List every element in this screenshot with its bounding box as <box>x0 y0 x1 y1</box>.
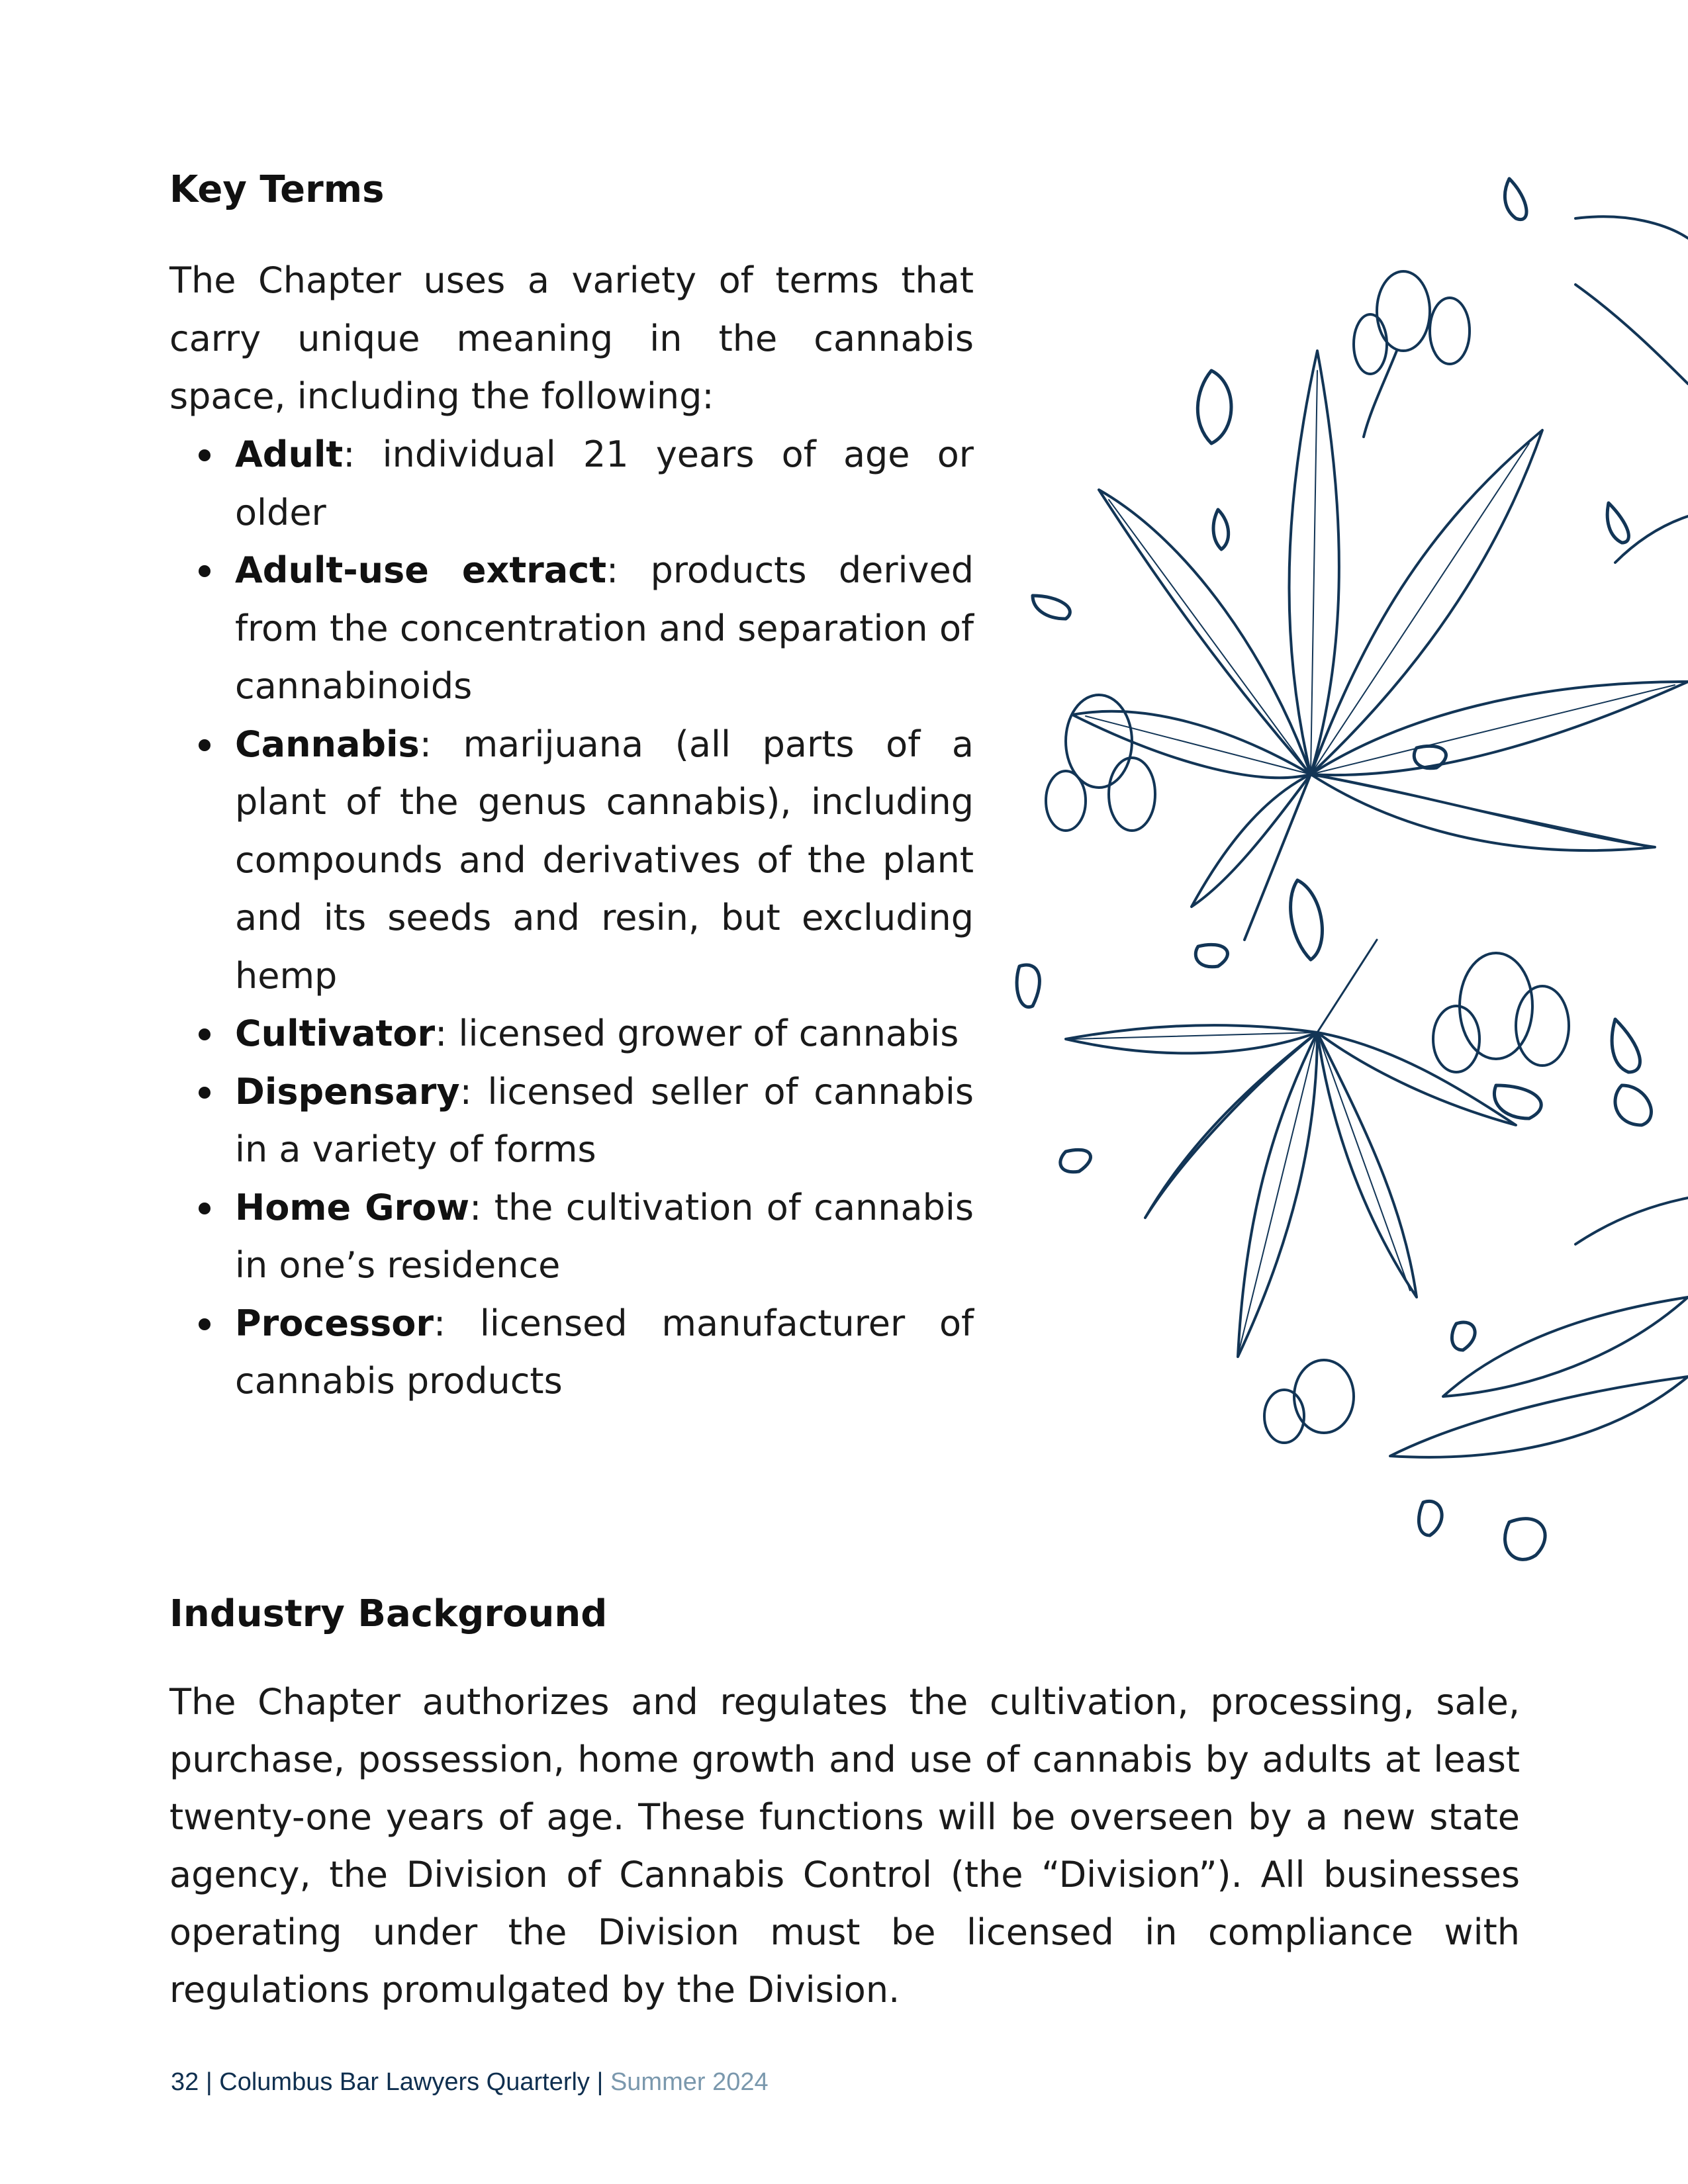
term-name: Dispensary <box>235 1070 460 1113</box>
large-leaf-icon <box>1072 351 1688 940</box>
term-home-grow <box>169 1179 974 1295</box>
term-name: Cannabis <box>235 723 420 765</box>
page-footer <box>171 2066 769 2098</box>
industry-background-heading: Industry Background <box>169 1592 608 1635</box>
bullet-icon <box>199 565 211 577</box>
side-leaves-icon <box>1390 216 1688 1457</box>
industry-background-body: The Chapter authorizes and regulates the cultivation, processing, sale, purchase, possession, home growth and use of cannabis by adults at least twenty-one years of age. These functions will be overseen by a new state agency, the Division of Cannabis Control (the “Division”). All businesses operating under the Division must be licensed in compliance with regulations promulgated by the Division. <box>169 1681 1520 2011</box>
term-name: Adult <box>235 433 344 475</box>
term-adult <box>169 426 974 541</box>
term-processor <box>169 1295 974 1410</box>
bullet-icon <box>199 1318 211 1330</box>
term-dispensary <box>169 1063 974 1179</box>
term-name: Cultivator <box>235 1013 436 1054</box>
footer-separator: | <box>596 2068 604 2096</box>
key-terms-list <box>169 426 974 1410</box>
term-definition: : licensed manufacturer of cannabis products <box>235 1302 974 1402</box>
term-name: Processor <box>235 1302 434 1344</box>
term-name: Home Grow <box>235 1186 470 1228</box>
bullet-icon <box>199 1028 211 1040</box>
lower-leaf-icon <box>1066 940 1516 1357</box>
flower-icon <box>1046 271 1569 1443</box>
term-name: Adult-use extract <box>235 549 607 591</box>
footer-separator: | <box>205 2068 212 2096</box>
publication-name: Columbus Bar Lawyers Quarterly <box>219 2068 590 2096</box>
term-definition: : licensed seller of cannabis in a variety of forms <box>235 1070 974 1170</box>
bullet-icon <box>199 1087 211 1099</box>
seed-icon <box>1017 179 1651 1559</box>
term-definition: : products derived from the concentration and separation of cannabinoids <box>235 549 974 707</box>
term-adult-use-extract <box>169 541 974 715</box>
term-definition: : licensed grower of cannabis <box>435 1013 959 1054</box>
key-terms-intro: The Chapter uses a variety of terms that carry unique meaning in the cannabis space, including the following: <box>169 259 974 417</box>
key-terms-heading: Key Terms <box>169 168 385 211</box>
cannabis-leaves-illustration-icon <box>993 132 1688 1628</box>
bullet-icon <box>199 739 211 751</box>
term-definition: : individual 21 years of age or older <box>235 433 974 533</box>
term-definition: : the cultivation of cannabis in one’s residence <box>235 1186 974 1286</box>
page-number: 32 <box>171 2068 199 2096</box>
bullet-icon <box>199 449 211 461</box>
term-cultivator <box>169 1005 974 1063</box>
issue-name: Summer 2024 <box>610 2068 769 2096</box>
term-cannabis <box>169 715 974 1005</box>
bullet-icon <box>199 1203 211 1214</box>
term-definition: : marijuana (all parts of a plant of the genus cannabis), including compounds and derivatives of the plant and its seeds and resin, but excluding hemp <box>235 723 974 997</box>
